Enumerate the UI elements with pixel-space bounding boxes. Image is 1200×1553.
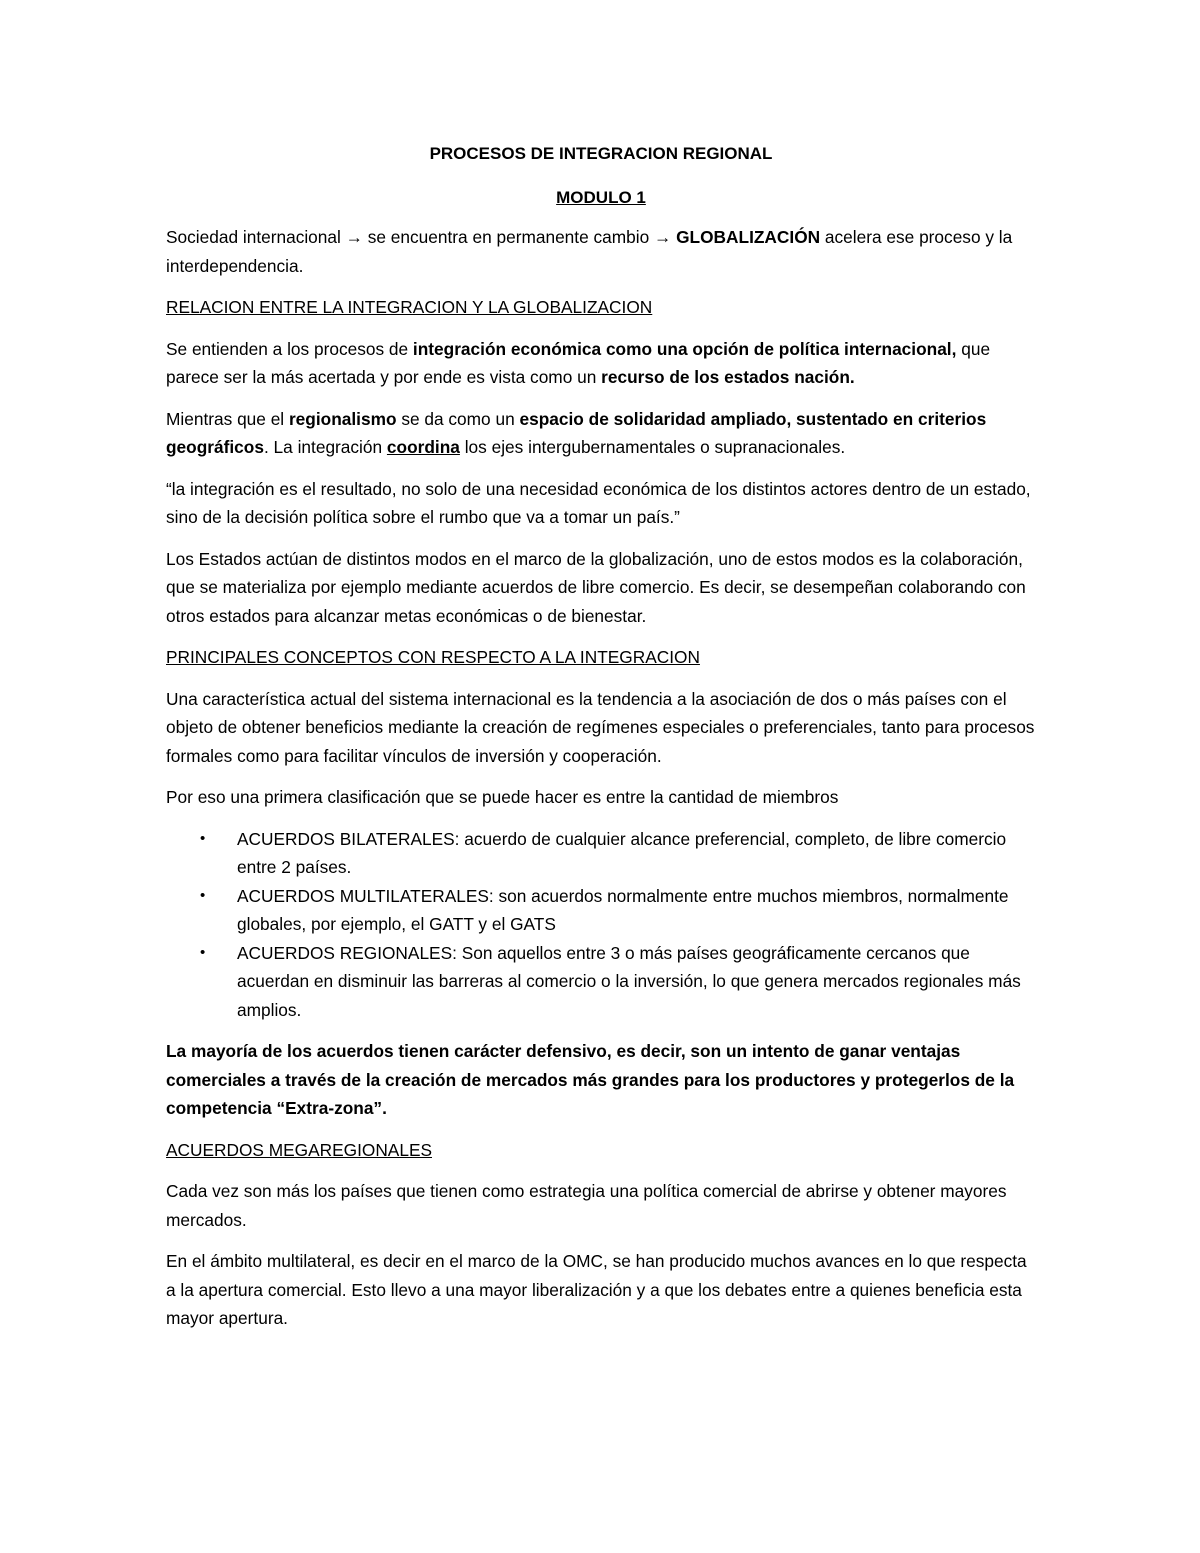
list-item [166, 882, 1036, 939]
bold-underline-run: coordina [386, 437, 460, 457]
bold-run: La mayoría de los acuerdos tienen carácter defensivo, es decir, son un intento de ganar ventajas comerciales a través de la creación de mercados más grandes para los productores y protegerlos de la competencia “Extra-zona”. [166, 1041, 1015, 1118]
document-title: PROCESOS DE INTEGRACION REGIONAL [429, 144, 773, 163]
intro-text-1: Sociedad internacional [166, 227, 346, 247]
text-run: que parece ser la más acertada y por ende es vista como un [166, 338, 991, 387]
bullet-icon: • [200, 886, 206, 904]
document-page [166, 140, 1036, 1346]
intro-paragraph [166, 223, 1036, 280]
list-item [166, 939, 1036, 1025]
quote-paragraph: “la integración es el resultado, no solo de una necesidad económica de los distintos actores dentro de un estado, sino de la decisión política sobre el rumbo que va a tomar un país.” [166, 478, 1031, 527]
arrow-icon: → [345, 227, 363, 247]
list-item-text: ACUERDOS REGIONALES: Son aquellos entre 3 o más países geográficamente cercanos que acuerdan en disminuir las barreras al comercio o la inversión, lo que genera mercados regionales más amplios. [237, 942, 1021, 1020]
agreements-list [166, 825, 1036, 1025]
text-run: Se entienden a los procesos de [166, 338, 413, 359]
list-item-text: ACUERDOS MULTILATERALES: son acuerdos normalmente entre muchos miembros, normalmente globales, por ejemplo, el GATT y el GATS [237, 885, 1009, 934]
arrow-icon: → [654, 227, 672, 247]
text-run: Mientras que el [166, 408, 289, 429]
paragraph-caracteristica: Una característica actual del sistema internacional es la tendencia a la asociación de dos o más países con el objeto de obtener beneficios mediante la creación de regímenes especiales o preferenciales, tanto para procesos formales como para facilitar vínculos de inversión y cooperación. [166, 688, 1035, 766]
section-heading-megaregionales: ACUERDOS MEGAREGIONALES [166, 1139, 432, 1160]
module-heading: MODULO 1 [556, 187, 646, 207]
list-item [166, 825, 1036, 882]
intro-text-2: se encuentra en permanente cambio [362, 227, 655, 247]
bold-run: regionalismo [288, 408, 397, 429]
section-heading-principales: PRINCIPALES CONCEPTOS CON RESPECTO A LA INTEGRACION [166, 647, 700, 667]
text-run: se da como un [396, 408, 520, 429]
text-run: los ejes intergubernamentales o supranacionales. [459, 437, 846, 457]
bold-paragraph-defensivo [166, 1037, 1036, 1123]
paragraph-clasificacion: Por eso una primera clasificación que se puede hacer es entre la cantidad de miembros [166, 787, 839, 807]
bullet-icon: • [200, 943, 206, 961]
bold-run: espacio de solidaridad ampliado, sustentado en criterios geográficos [166, 408, 987, 457]
paragraph-cada-vez: Cada vez son más los países que tienen como estrategia una política comercial de abrirse y obtener mayores mercados. [166, 1181, 1007, 1230]
list-item-text: ACUERDOS BILATERALES: acuerdo de cualquier alcance preferencial, completo, de libre comercio entre 2 países. [237, 828, 1007, 877]
text-run: . [849, 367, 855, 387]
bold-run: integración económica como una opción de política internacional, [412, 338, 957, 359]
paragraph-estados: Los Estados actúan de distintos modos en el marco de la globalización, uno de estos modos es la colaboración, que se materializa por ejemplo mediante acuerdos de libre comercio. Es decir, se desempeñan colaborando con otros estados para alcanzar metas económicas o de bienestar. [166, 548, 1026, 626]
paragraph-regionalismo [166, 405, 1036, 462]
paragraph-ambito-multilateral: En el ámbito multilateral, es decir en el marco de la OMC, se han producido muchos avances en lo que respecta a la apertura comercial. Esto llevo a una mayor liberalización y a que los debates entre a quienes beneficia esta mayor apertura. [166, 1251, 1027, 1328]
text-run: . La integración [263, 437, 387, 457]
bold-run: recurso de los estados nación [601, 367, 850, 387]
section-heading-relacion: RELACION ENTRE LA INTEGRACION Y LA GLOBALIZACION [166, 297, 653, 317]
intro-text-3: acelera ese proceso y la interdependencia. [166, 227, 1013, 276]
paragraph-procesos [166, 335, 1036, 392]
bullet-icon: • [200, 829, 206, 847]
intro-keyword: GLOBALIZACIÓN [671, 227, 821, 247]
